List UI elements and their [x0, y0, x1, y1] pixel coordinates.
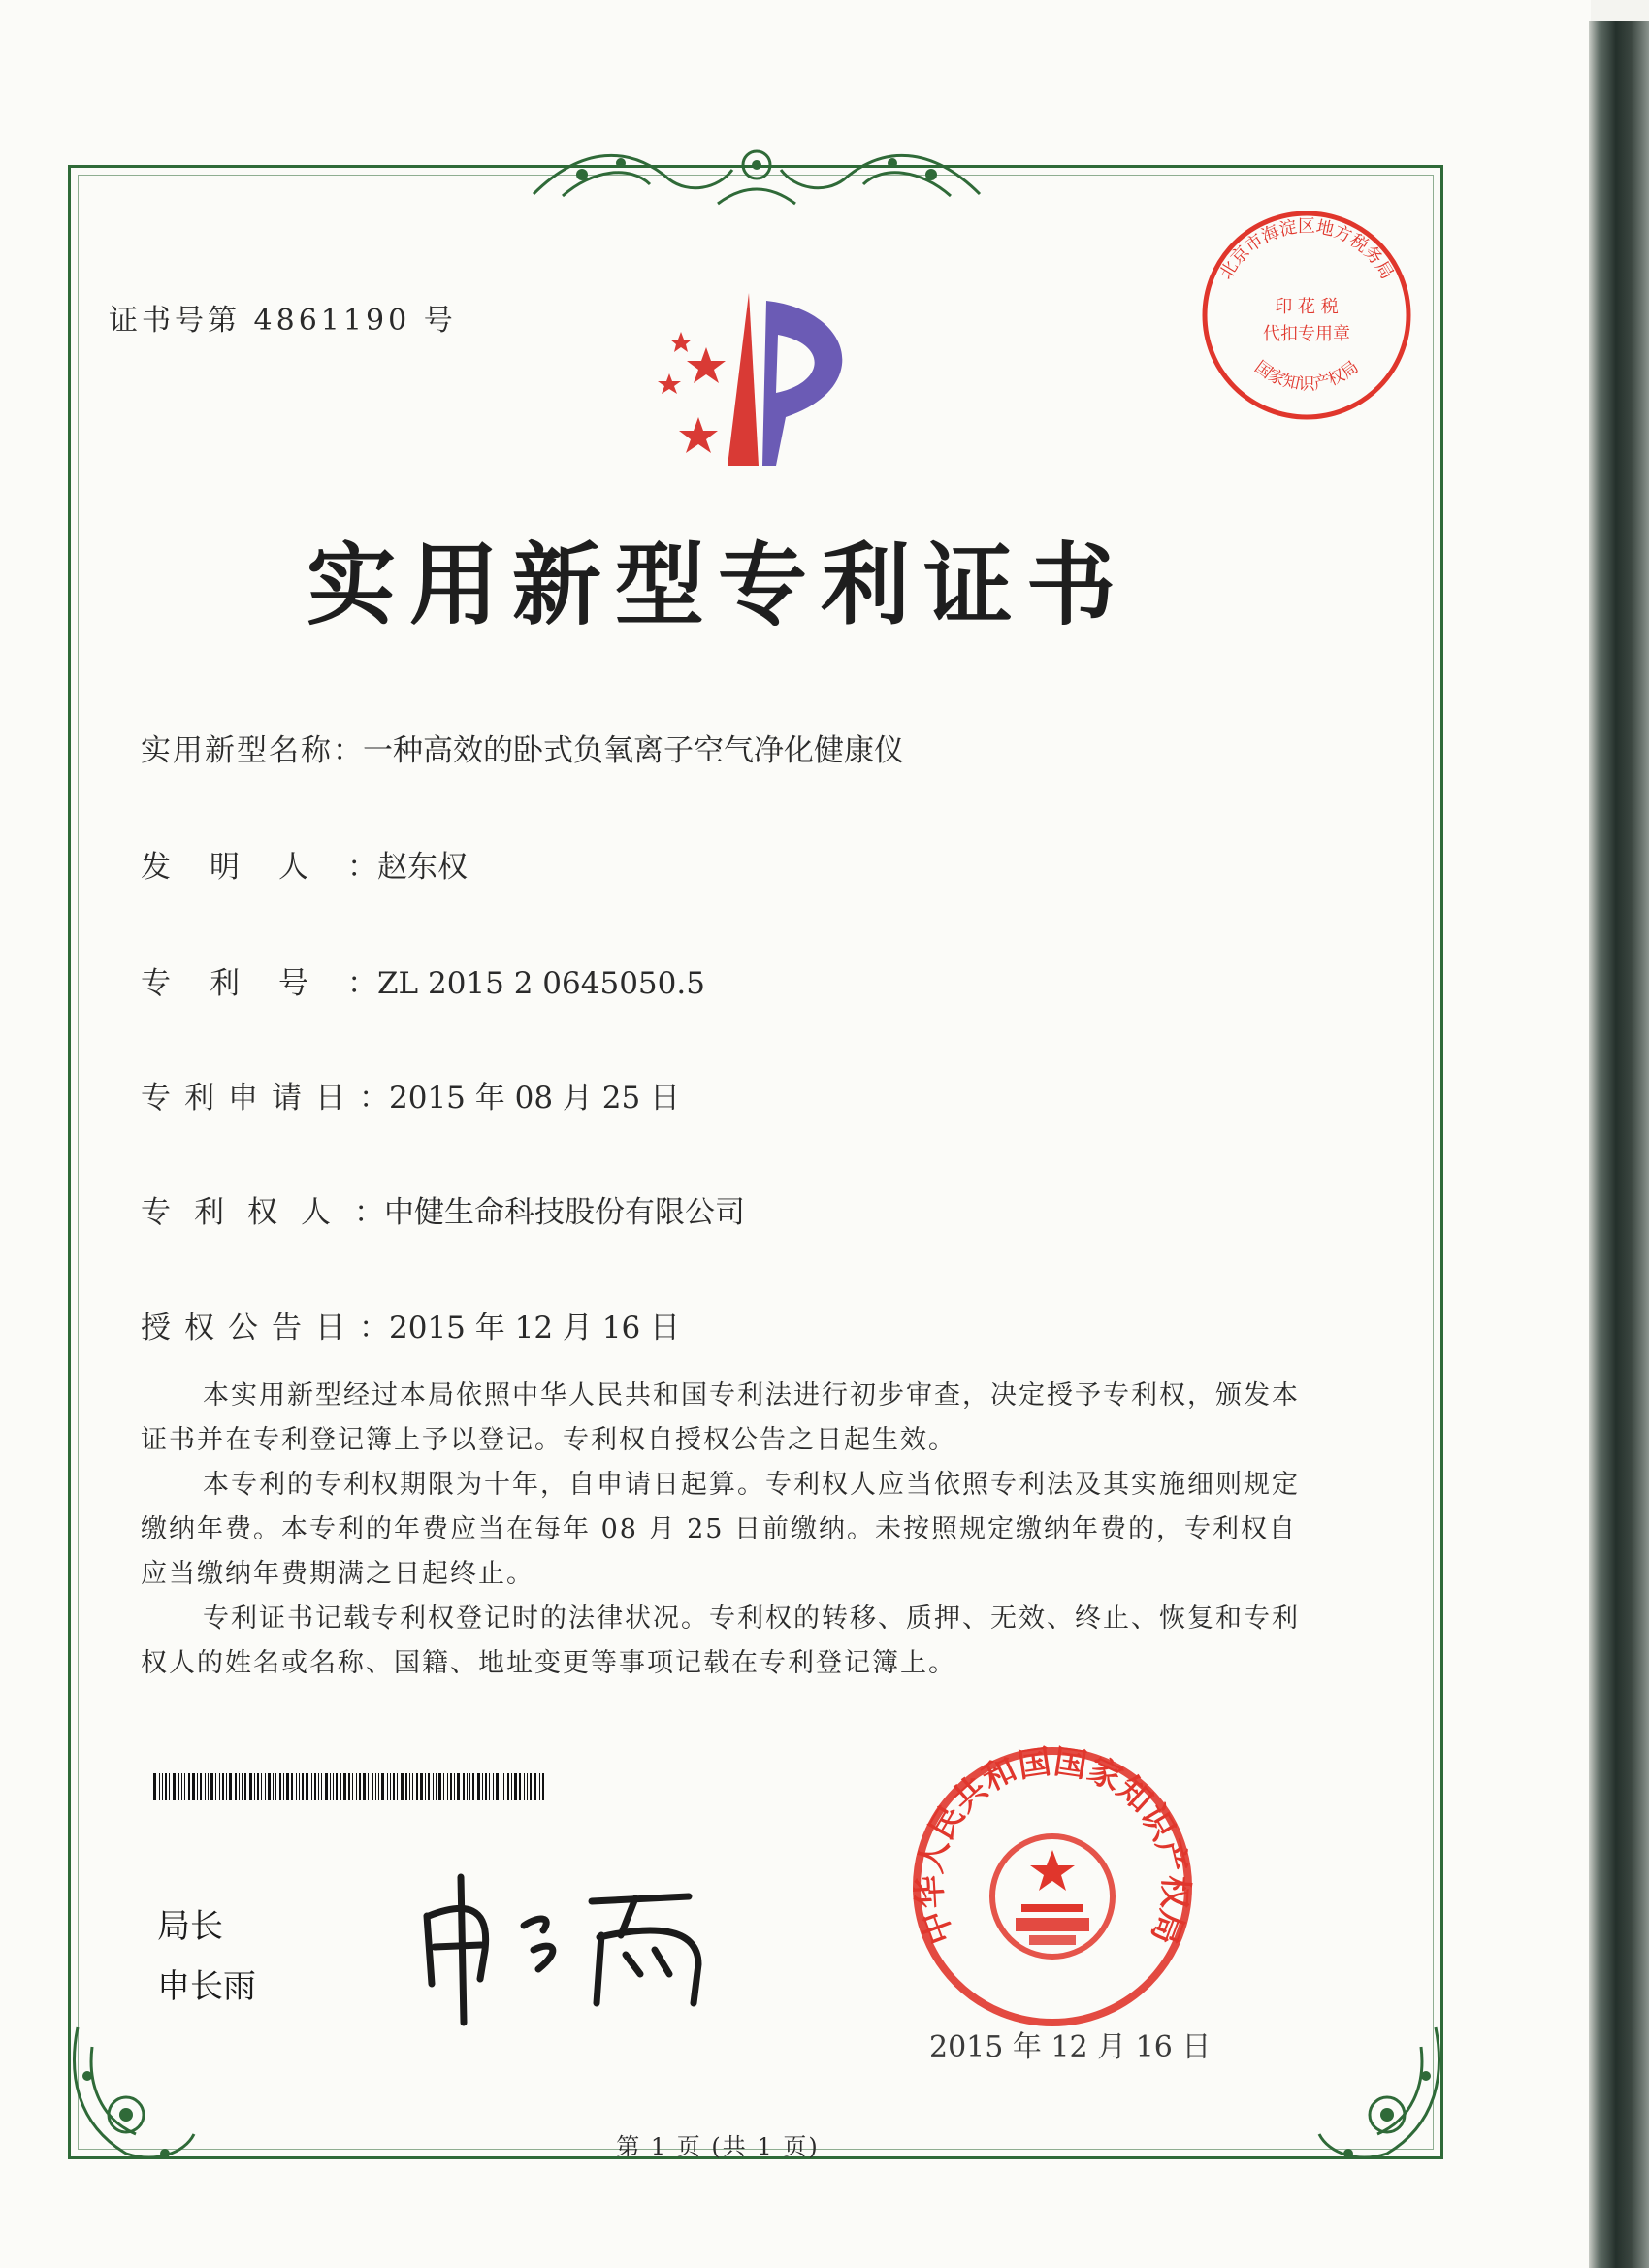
field-grant-date: 授权公告日：2015 年 12 月 16 日 [141, 1303, 680, 1346]
barcode-bar [169, 1773, 170, 1800]
barcode-bar [519, 1773, 521, 1800]
director-name: 申长雨 [157, 1967, 256, 2006]
barcode-bar [321, 1773, 322, 1800]
official-seal [907, 1741, 1198, 2036]
field-value: 2015 年 12 月 16 日 [389, 1311, 681, 1345]
barcode-bar [336, 1773, 338, 1800]
barcode-bar [527, 1773, 528, 1800]
field-value: ZL 2015 2 0645050.5 [377, 966, 705, 1001]
barcode-bar [173, 1773, 176, 1800]
field-value: 一种高效的卧式负氧离子空气净化健康仪 [363, 733, 904, 768]
barcode-bar [192, 1773, 195, 1800]
barcode-bar [302, 1773, 304, 1800]
barcode-bar [428, 1773, 430, 1800]
barcode-bar [348, 1773, 350, 1800]
barcode-bar [472, 1773, 474, 1800]
national-emblem-icon [992, 1836, 1113, 1957]
barcode-bar [314, 1773, 316, 1800]
barcode-bar [184, 1773, 185, 1800]
barcode-bar [443, 1773, 444, 1800]
paragraph: 本实用新型经过本局依照中华人民共和国专利法进行初步审查，决定授予专利权，颁发本证书并在专利登记簿上予以登记。专利权自授权公告之日起生效。 [141, 1380, 1300, 1455]
certificate-number-value: 4861190 [253, 304, 411, 338]
barcode-bar [397, 1773, 398, 1800]
barcode-bar [378, 1773, 379, 1800]
barcode-bar [197, 1773, 198, 1800]
barcode-bar [477, 1773, 480, 1800]
barcode-bar [268, 1773, 271, 1800]
barcode-bar [359, 1773, 361, 1800]
barcode-bar [205, 1773, 206, 1800]
barcode-bar [469, 1773, 470, 1800]
barcode-bar [162, 1773, 163, 1800]
barcode-bar [226, 1773, 227, 1800]
barcode-bar [286, 1773, 289, 1800]
barcode-bar [496, 1773, 499, 1800]
page-title: 实用新型专利证书 [306, 533, 1129, 637]
field-label: 授权公告日 [141, 1311, 359, 1345]
barcode-bar [178, 1773, 179, 1800]
barcode-bar [425, 1773, 426, 1800]
barcode-bar [244, 1773, 246, 1800]
barcode-bar [219, 1773, 220, 1800]
barcode-bar [265, 1773, 266, 1800]
barcode-bar [467, 1773, 468, 1800]
barcode-bar [333, 1773, 334, 1800]
field-label: 专利权人 [141, 1195, 354, 1230]
field-label: 实用新型名称 [141, 733, 333, 768]
barcode-bar [235, 1773, 237, 1800]
barcode-bar [311, 1773, 312, 1800]
barcode-bar [405, 1773, 407, 1800]
barcode-bar [291, 1773, 293, 1800]
paragraph: 专利证书记载专利权登记时的法律状况。专利权的转移、质押、无效、终止、恢复和专利权人的姓名或名称、国籍、地址变更等事项记载在专利登记簿上。 [141, 1604, 1300, 1678]
director-signature [407, 1858, 757, 2032]
barcode-bar [381, 1773, 384, 1800]
field-patent-number: 专利号：ZL 2015 2 0645050.5 [141, 958, 705, 1002]
barcode-bar [542, 1773, 544, 1800]
barcode-bar [257, 1773, 259, 1800]
director-title: 局长 [157, 1907, 223, 1946]
barcode-bar [254, 1773, 255, 1800]
field-value: 2015 年 08 月 25 日 [389, 1081, 681, 1116]
barcode-bar [457, 1773, 460, 1800]
barcode-bar [279, 1773, 281, 1800]
barcode-bar [412, 1773, 413, 1800]
barcode-bar [493, 1773, 494, 1800]
barcode-bar [165, 1773, 167, 1800]
field-inventor: 发明人：赵东权 [141, 842, 468, 886]
field-value: 赵东权 [377, 850, 468, 885]
barcode-bar [530, 1773, 532, 1800]
barcode-bar [438, 1773, 441, 1800]
certificate-body [141, 1374, 1305, 1686]
barcode-bar [420, 1773, 423, 1800]
barcode-bar [215, 1773, 216, 1800]
tax-stamp [1195, 204, 1418, 431]
barcode-bar [463, 1773, 465, 1800]
barcode [153, 1773, 551, 1800]
field-label: 发明人 [141, 850, 347, 885]
barcode-bar [482, 1773, 483, 1800]
barcode-bar [200, 1773, 202, 1800]
barcode-bar [454, 1773, 455, 1800]
barcode-bar [450, 1773, 452, 1800]
barcode-bar [524, 1773, 525, 1800]
barcode-bar [368, 1773, 369, 1800]
barcode-bar [503, 1773, 504, 1800]
barcode-bar [507, 1773, 509, 1800]
barcode-bar [433, 1773, 434, 1800]
barcode-bar [416, 1773, 418, 1800]
field-value: 中健生命科技股份有限公司 [384, 1195, 745, 1230]
barcode-bar [299, 1773, 300, 1800]
certificate-number [109, 296, 457, 339]
barcode-bar [489, 1773, 490, 1800]
barcode-bar [283, 1773, 284, 1800]
barcode-bar [387, 1773, 388, 1800]
barcode-bar [390, 1773, 391, 1800]
barcode-bar [393, 1773, 395, 1800]
tax-stamp-outer-text: 北京市海淀区地方税务局 [1215, 216, 1398, 283]
barcode-bar [159, 1773, 160, 1800]
barcode-bar [340, 1773, 341, 1800]
barcode-bar [222, 1773, 224, 1800]
barcode-bar [343, 1773, 346, 1800]
tax-stamp-line2: 代扣专用章 [1263, 324, 1350, 344]
certificate-number-label: 证书号第 [109, 304, 241, 338]
barcode-bar [514, 1773, 517, 1800]
barcode-bar [229, 1773, 232, 1800]
certificate-number-suffix: 号 [423, 304, 457, 338]
field-label: 专利号 [141, 966, 347, 1001]
barcode-bar [356, 1773, 357, 1800]
tax-stamp-bottom-text: 国家知识产权局 [1250, 357, 1363, 395]
barcode-bar [273, 1773, 274, 1800]
barcode-bar [330, 1773, 331, 1800]
barcode-bar [511, 1773, 512, 1800]
barcode-bar [409, 1773, 410, 1800]
barcode-bar [447, 1773, 448, 1800]
barcode-bar [363, 1773, 366, 1800]
barcode-bar [249, 1773, 252, 1800]
barcode-bar [153, 1773, 156, 1800]
barcode-bar [208, 1773, 209, 1800]
field-label: 专利申请日 [141, 1081, 359, 1116]
barcode-bar [352, 1773, 353, 1800]
barcode-bar [296, 1773, 297, 1800]
barcode-bar [188, 1773, 190, 1800]
seal-date: 2015 年 12 月 16 日 [929, 2030, 1212, 2064]
cnipa-logo-icon [630, 281, 883, 475]
tax-stamp-line1: 印 花 税 [1275, 297, 1339, 317]
barcode-bar [261, 1773, 262, 1800]
field-utility-model-name: 实用新型名称：一种高效的卧式负氧离子空气净化健康仪 [141, 726, 904, 769]
barcode-bar [401, 1773, 404, 1800]
barcode-bar [485, 1773, 487, 1800]
field-application-date: 专利申请日：2015 年 08 月 25 日 [141, 1073, 680, 1117]
barcode-bar [375, 1773, 376, 1800]
barcode-bar [275, 1773, 276, 1800]
page-number: 第 1 页 (共 1 页) [616, 2133, 820, 2160]
barcode-bar [534, 1773, 536, 1800]
field-patentee: 专利权人：中健生命科技股份有限公司 [141, 1187, 745, 1231]
binding-spine [1589, 21, 1649, 2268]
top-ornament [524, 136, 989, 213]
barcode-bar [318, 1773, 319, 1800]
barcode-bar [372, 1773, 373, 1800]
barcode-bar [239, 1773, 240, 1800]
barcode-bar [181, 1773, 182, 1800]
barcode-bar [306, 1773, 308, 1800]
paragraph: 本专利的专利权期限为十年，自申请日起算。专利权人应当依照专利法及其实施细则规定缴纳年费。本专利的年费应当在每年 08 月 25 日前缴纳。未按照规定缴纳年费的，专利权自应当缴纳年费期满之日起终止。 [141, 1470, 1300, 1589]
barcode-bar [539, 1773, 540, 1800]
barcode-bar [210, 1773, 213, 1800]
barcode-bar [325, 1773, 328, 1800]
seal-text: 中华人民共和国国家知识产权局 [910, 1742, 1195, 1950]
